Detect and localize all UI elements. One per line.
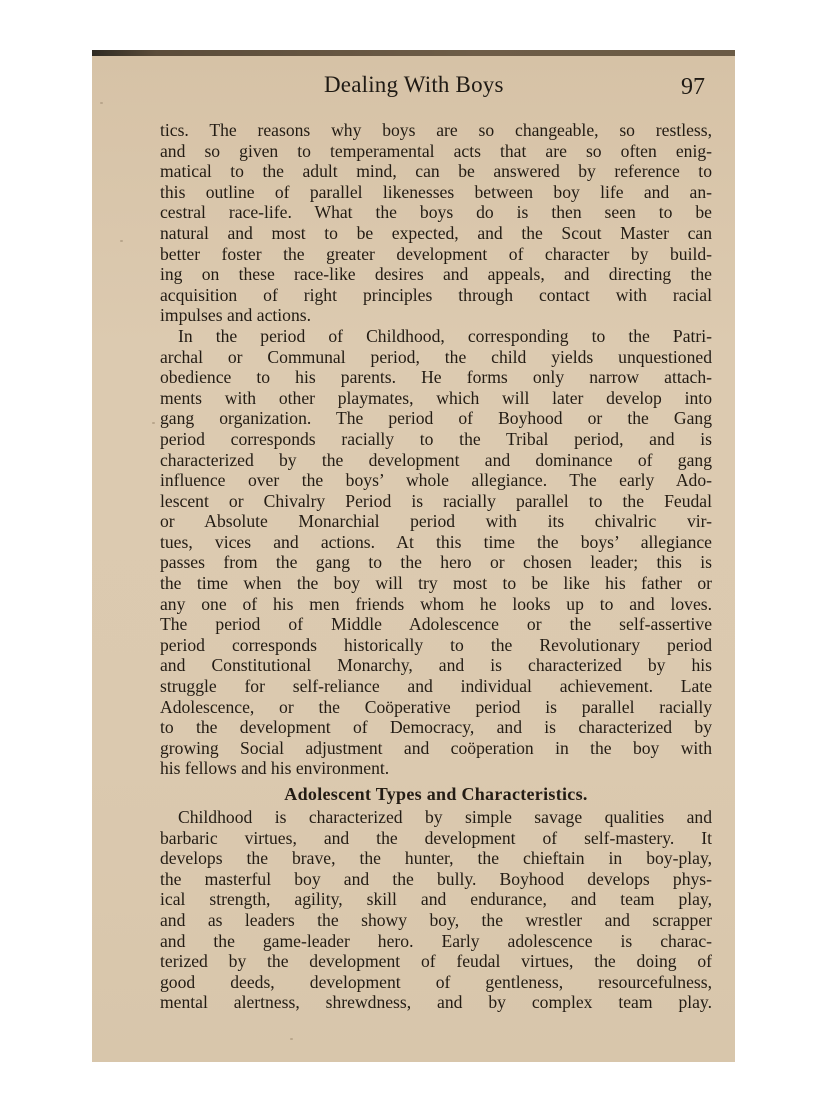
text-line: Adolescence, or the Coöperative period is parallel racially [160, 696, 712, 717]
paper-speck [152, 422, 155, 424]
text-line: period corresponds historically to the Revolutionary period [160, 634, 712, 655]
paper-speck [100, 102, 103, 104]
text-line: the time when the boy will try most to be like his father or [160, 573, 712, 594]
text-line: impulses and actions. [160, 305, 311, 326]
text-line: better foster the greater development of character by build- [160, 243, 712, 264]
text-line: growing Social adjustment and coöperation in the boy with [160, 737, 712, 758]
text-line: mental alertness, shrewdness, and by complex team play. [160, 992, 712, 1013]
text-line: acquisition of right principles through contact with racial [160, 284, 712, 305]
text-line: tics. The reasons why boys are so changeable, so restless, [160, 120, 712, 140]
text-line: lescent or Chivalry Period is racially parallel to the Feudal [160, 490, 712, 511]
text-line: develops the brave, the hunter, the chieftain in boy-play, [160, 848, 712, 869]
text-line: or Absolute Monarchial period with its chivalric vir- [160, 511, 712, 532]
paragraph-1 [160, 120, 712, 326]
text-line: to the development of Democracy, and is characterized by [160, 717, 712, 738]
text-line: The period of Middle Adolescence or the self-assertive [160, 614, 712, 635]
section-heading: Adolescent Types and Characteristics. [284, 784, 588, 804]
text-line: and the game-leader hero. Early adolescence is charac- [160, 930, 712, 951]
text-line: gang organization. The period of Boyhood or the Gang [160, 408, 712, 429]
page-number: 97 [681, 74, 705, 100]
text-line: matical to the adult mind, can be answered by reference to [160, 161, 712, 182]
text-line: terized by the development of feudal virtues, the doing of [160, 951, 712, 972]
text-line: archal or Communal period, the child yields unquestioned [160, 346, 712, 367]
text-line: ments with other playmates, which will later develop into [160, 387, 712, 408]
paragraph-3 [160, 807, 712, 1013]
text-line: good deeds, development of gentleness, resourcefulness, [160, 971, 712, 992]
text-line: natural and most to be expected, and the Scout Master can [160, 222, 712, 243]
paper-speck [290, 1038, 293, 1040]
book-page [92, 50, 735, 1062]
running-head [92, 72, 735, 102]
text-line: his fellows and his environment. [160, 758, 390, 779]
text-line: influence over the boys’ whole allegiance. The early Ado- [160, 470, 712, 491]
text-line: In the period of Childhood, corresponding to the Patri- [178, 325, 712, 346]
text-line: tues, vices and actions. At this time the boys’ allegiance [160, 531, 712, 552]
paragraph-2 [160, 326, 712, 779]
text-line: ical strength, agility, skill and endurance, and team play, [160, 889, 712, 910]
text-line: and so given to temperamental acts that are so often enig- [160, 140, 712, 161]
text-line: and as leaders the showy boy, the wrestler and scrapper [160, 909, 712, 930]
text-line: period corresponds racially to the Tribal period, and is [160, 428, 712, 449]
paper-speck [120, 240, 123, 242]
text-line: the masterful boy and the bully. Boyhood develops phys- [160, 868, 712, 889]
text-line: obedience to his parents. He forms only narrow attach- [160, 367, 712, 388]
running-title: Dealing With Boys [324, 72, 504, 97]
text-line: this outline of parallel likenesses between boy life and an- [160, 181, 712, 202]
text-line: characterized by the development and dominance of gang [160, 449, 712, 470]
text-line: ing on these race-like desires and appeals, and directing the [160, 264, 712, 285]
text-line: barbaric virtues, and the development of self-mastery. It [160, 827, 712, 848]
text-line: passes from the gang to the hero or chosen leader; this is [160, 552, 712, 573]
text-line: Childhood is characterized by simple savage qualities and [178, 807, 712, 827]
text-line: cestral race-life. What the boys do is then seen to be [160, 202, 712, 223]
text-line: any one of his men friends whom he looks up to and loves. [160, 593, 712, 614]
body-text [160, 120, 712, 1013]
text-line: and Constitutional Monarchy, and is characterized by his [160, 655, 712, 676]
text-line: struggle for self-reliance and individual achievement. Late [160, 676, 712, 697]
